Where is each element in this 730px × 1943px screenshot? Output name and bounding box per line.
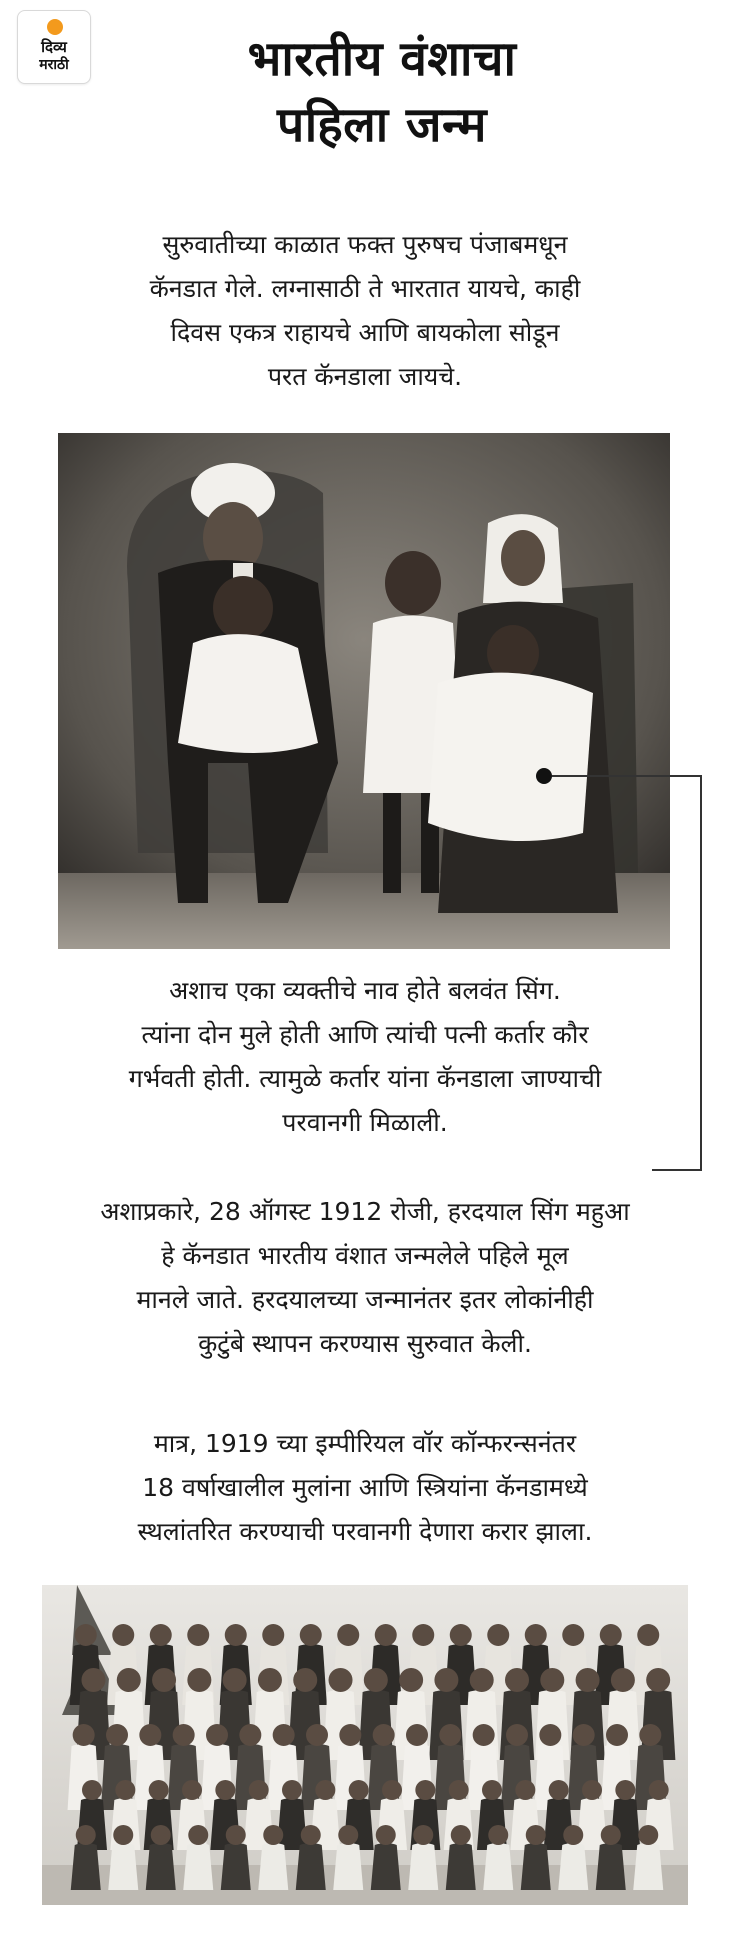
callout-line — [652, 1169, 702, 1171]
intro-line: परत कॅनडाला जायचे. — [267, 362, 463, 391]
paragraph-line: मानले जाते. हरदयालच्या जन्मानंतर इतर लोकांनीही — [136, 1285, 594, 1314]
callout-line — [700, 775, 702, 1171]
logo-sun-icon — [47, 19, 63, 35]
intro-line: सुरुवातीच्या काळात फक्त पुरुषच पंजाबमधून — [162, 230, 568, 259]
paragraph-first-child — [10, 1190, 720, 1366]
family-photo-caption — [40, 969, 690, 1145]
page-title — [122, 26, 642, 158]
caption-line: गर्भवती होती. त्यामुळे कर्तार यांना कॅनडाला जाण्याची — [128, 1064, 602, 1093]
callout-dot-icon — [536, 768, 552, 784]
paragraph-line: 18 वर्षाखालील मुलांना आणि स्त्रियांना कॅनडामध्ये — [142, 1473, 588, 1502]
caption-line: अशाच एका व्यक्तीचे नाव होते बलवंत सिंग. — [169, 976, 561, 1005]
divya-marathi-logo — [17, 10, 91, 84]
title-line-2: पहिला जन्म — [277, 97, 487, 153]
caption-line: त्यांना दोन मुले होती आणि त्यांची पत्नी कर्तार कौर — [141, 1020, 589, 1049]
paragraph-line: हे कॅनडात भारतीय वंशात जन्मलेले पहिले मूल — [161, 1241, 569, 1270]
logo-text-line2: मराठी — [39, 57, 69, 73]
intro-paragraph — [40, 223, 690, 399]
family-photo — [58, 433, 670, 949]
callout-line — [552, 775, 702, 777]
paragraph-line: स्थलांतरित करण्याची परवानगी देणारा करार झाला. — [137, 1517, 593, 1546]
paragraph-war-conference — [10, 1422, 720, 1554]
logo-text-line1: दिव्य — [41, 38, 67, 56]
group-photo — [42, 1585, 688, 1905]
paragraph-line: मात्र, 1919 च्या इम्पीरियल वॉर कॉन्फरन्सनंतर — [153, 1429, 577, 1458]
intro-line: दिवस एकत्र राहायचे आणि बायकोला सोडून — [170, 318, 560, 347]
paragraph-line: अशाप्रकारे, 28 ऑगस्ट 1912 रोजी, हरदयाल सिंग महुआ — [100, 1197, 630, 1226]
intro-line: कॅनडात गेले. लग्नासाठी ते भारतात यायचे, काही — [149, 274, 581, 303]
caption-line: परवानगी मिळाली. — [282, 1108, 448, 1137]
paragraph-line: कुटुंबे स्थापन करण्यास सुरुवात केली. — [198, 1329, 532, 1358]
title-line-1: भारतीय वंशाचा — [247, 31, 517, 87]
